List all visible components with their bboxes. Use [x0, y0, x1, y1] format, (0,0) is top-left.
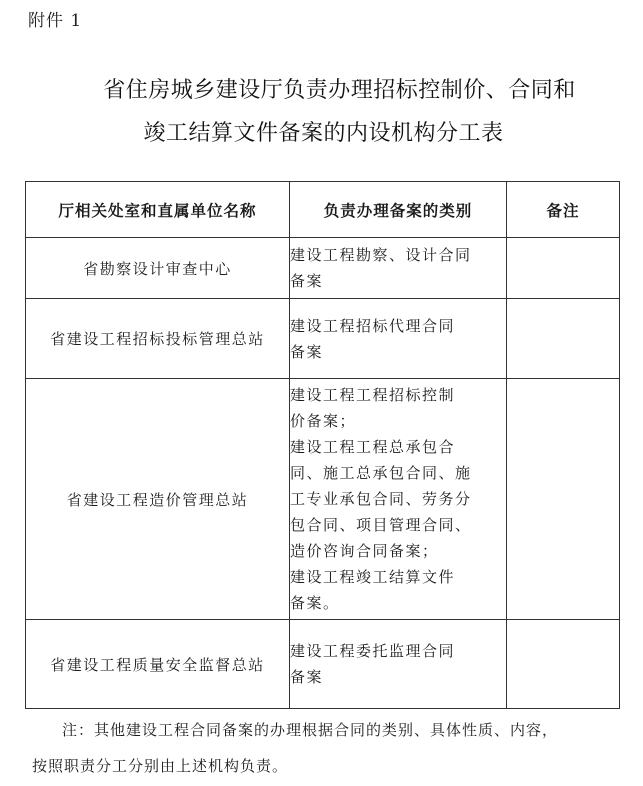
org-name-cell: 省勘察设计审查中心: [26, 238, 290, 299]
category-line: 建设工程工程招标控制: [290, 386, 456, 404]
document-title-line-2: 竣工结算文件备案的内设机构分工表: [143, 121, 504, 146]
category-line: 备案: [290, 668, 324, 686]
header-remark: 备注: [507, 182, 620, 238]
table-row: [26, 379, 620, 620]
category-line: 建设工程工程总承包合: [290, 438, 456, 456]
filing-category-cell: [290, 238, 507, 299]
category-line: 工专业承包合同、劳务分: [290, 490, 472, 508]
category-line: 备案。: [290, 594, 340, 612]
category-line: 建设工程招标代理合同: [290, 316, 456, 335]
remark-cell: [507, 379, 620, 620]
category-line: 建设工程竣工结算文件: [290, 568, 456, 586]
category-line: 同、施工总承包合同、施: [290, 464, 472, 482]
category-line: 造价咨询合同备案；: [290, 542, 439, 560]
document-title-line-1: 省住房城乡建设厅负责办理招标控制价、合同和: [103, 78, 576, 103]
table-row: [26, 299, 620, 379]
remark-cell: [507, 299, 620, 379]
org-name-cell: 省建设工程招标投标管理总站: [26, 299, 290, 379]
table-row: [26, 620, 620, 709]
category-line: 价备案；: [290, 412, 357, 430]
division-of-labor-table: [25, 181, 620, 709]
table-header-row: [26, 182, 620, 238]
attachment-label: 附件 1: [28, 11, 83, 31]
footnote-line-2: 按照职责分工分别由上述机构负责。: [32, 757, 289, 775]
header-org-name: 厅相关处室和直属单位名称: [26, 182, 290, 238]
category-line: 备案: [290, 272, 324, 290]
remark-cell: [507, 238, 620, 299]
category-line: 备案: [290, 342, 324, 361]
header-filing-category: 负责办理备案的类别: [290, 182, 507, 238]
filing-category-cell: [290, 299, 507, 379]
category-line: 包合同、项目管理合同、: [290, 516, 472, 534]
category-line: 建设工程勘察、设计合同: [290, 246, 472, 264]
remark-cell: [507, 620, 620, 709]
category-line: 建设工程委托监理合同: [290, 642, 456, 660]
filing-category-cell: [290, 379, 507, 620]
table-row: [26, 238, 620, 299]
org-name-cell: 省建设工程质量安全监督总站: [26, 620, 290, 709]
footnote-line-1: 注：其他建设工程合同备案的办理根据合同的类别、具体性质、内容，: [62, 721, 559, 739]
filing-category-cell: [290, 620, 507, 709]
org-name-cell: 省建设工程造价管理总站: [26, 379, 290, 620]
